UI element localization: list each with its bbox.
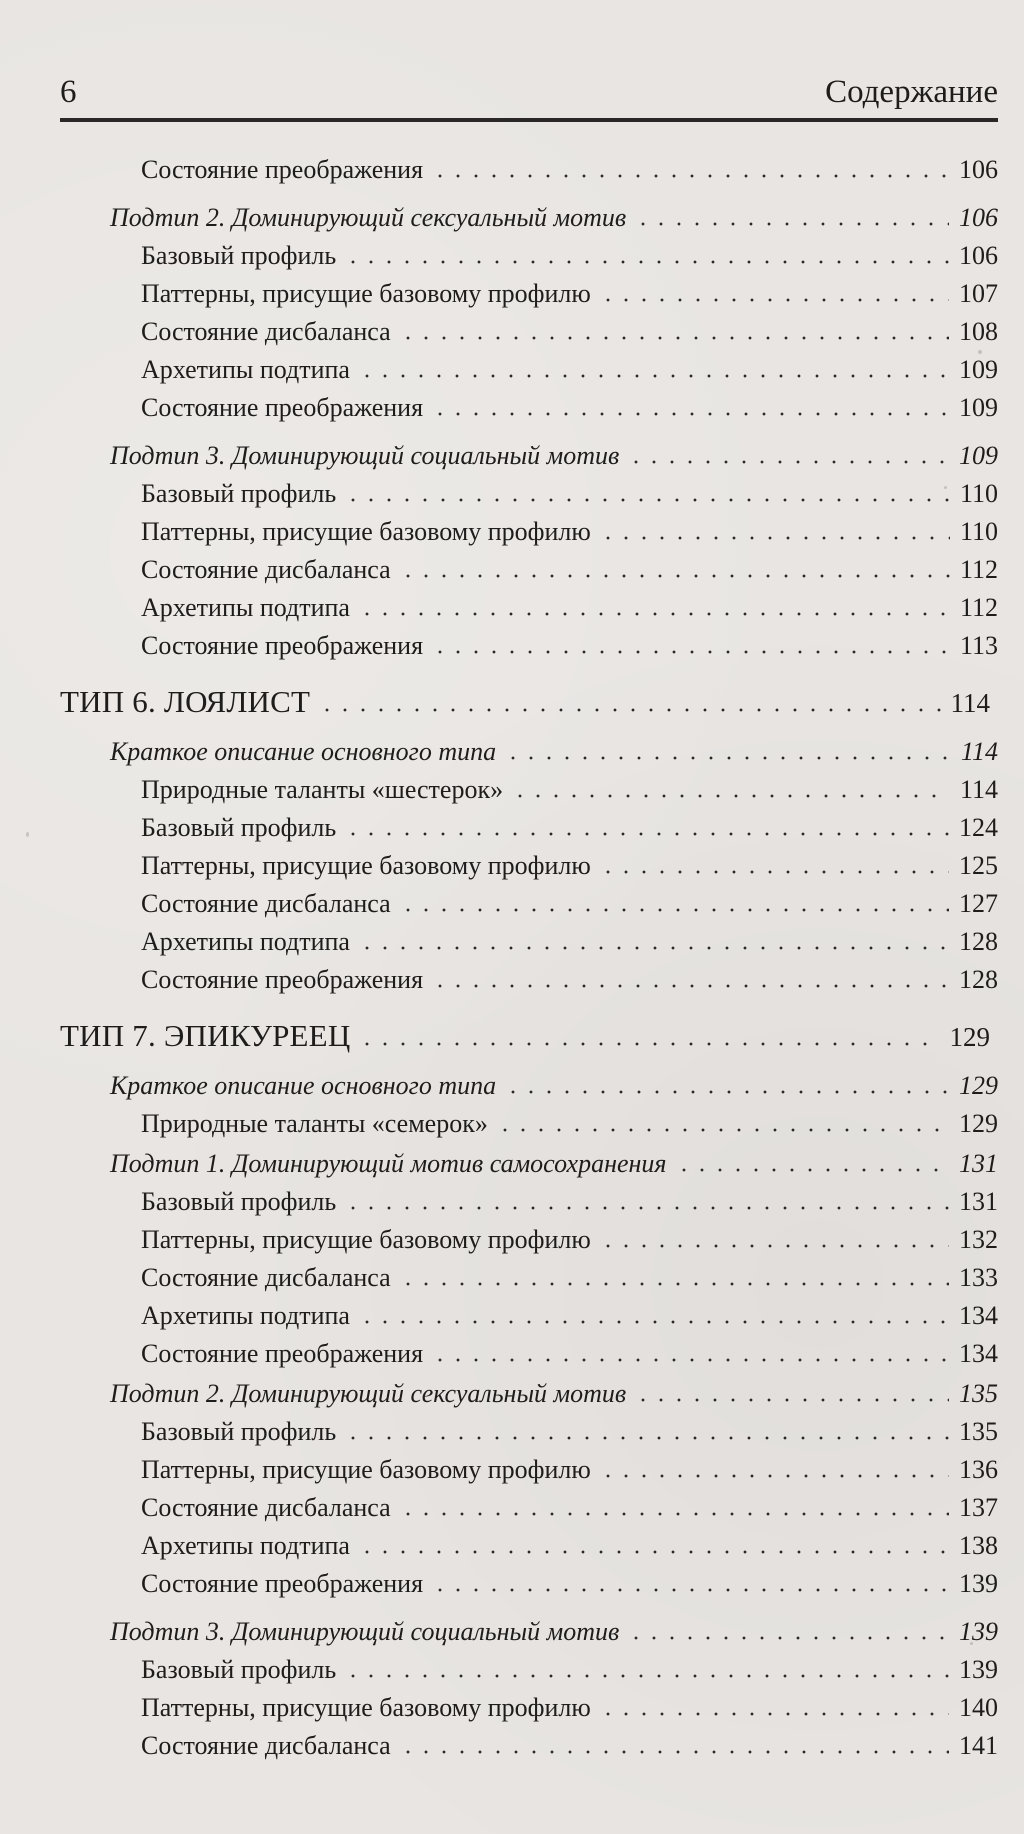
toc-entry — [0, 583, 1024, 621]
toc-entry — [0, 1215, 1024, 1253]
toc-chapter-title: ТИП 6. ЛОЯЛИСТ — [60, 684, 311, 719]
toc-entry-page: 131 — [959, 1187, 998, 1216]
dot-leader — [599, 534, 950, 542]
toc-entry-page: 139 — [959, 1655, 998, 1684]
dot-leader — [399, 334, 949, 342]
toc-entry-title: Состояние преображения — [141, 965, 424, 994]
dot-leader — [399, 1510, 949, 1518]
dot-leader — [344, 1672, 949, 1680]
toc-entry-page: 109 — [959, 393, 998, 422]
toc-entry-page: 132 — [959, 1225, 998, 1254]
dot-leader — [504, 754, 951, 762]
toc-entry-page: 109 — [959, 441, 998, 470]
toc-entry-title: Состояние дисбаланса — [141, 1263, 391, 1292]
toc-entry — [0, 621, 1024, 659]
toc-entry — [0, 955, 1024, 993]
toc-entry-title: Состояние дисбаланса — [141, 1731, 391, 1760]
dot-leader — [431, 982, 949, 990]
dot-leader — [431, 648, 950, 656]
toc-entry-title: Базовый профиль — [141, 813, 337, 842]
toc-entry-page: 114 — [959, 775, 998, 804]
toc-entry — [0, 765, 1024, 803]
toc-entry-title: Состояние дисбаланса — [141, 555, 391, 584]
toc-entry-page: 141 — [959, 1731, 998, 1760]
dot-leader — [496, 1126, 949, 1134]
toc-entry-title: Состояние дисбаланса — [141, 317, 391, 346]
toc-entry-page: 108 — [959, 317, 998, 346]
toc-entry-page: 114 — [960, 737, 998, 766]
toc-entry-title: Архетипы подтипа — [141, 1531, 350, 1560]
toc-entry — [0, 1559, 1024, 1597]
paper-speck — [944, 486, 947, 489]
toc-entry-page: 135 — [959, 1379, 998, 1408]
paper-speck — [26, 832, 29, 837]
toc-chapter-entry — [0, 665, 1024, 717]
toc-entry-title: Состояние дисбаланса — [141, 889, 391, 918]
dot-leader — [399, 1748, 949, 1756]
toc-entry — [0, 917, 1024, 955]
toc-entry — [0, 1177, 1024, 1215]
toc-entry — [0, 879, 1024, 917]
toc-entry-page: 106 — [959, 203, 998, 232]
toc-entry-page: 110 — [959, 479, 998, 508]
toc-entry-title: Паттерны, присущие базовому профилю — [141, 1455, 591, 1484]
dot-leader — [358, 372, 949, 380]
toc-entry — [0, 145, 1024, 183]
toc-entry-title: Подтип 3. Доминирующий социальный мотив — [110, 441, 620, 470]
dot-leader — [344, 830, 949, 838]
toc-entry-title: Состояние преображения — [141, 1569, 424, 1598]
toc-entry-page: 128 — [959, 927, 998, 956]
toc-entry — [0, 269, 1024, 307]
dot-leader — [634, 1396, 949, 1404]
dot-leader — [599, 296, 949, 304]
dot-leader — [431, 172, 949, 180]
toc-entry-title: Базовый профиль — [141, 1417, 337, 1446]
paper-speck — [978, 350, 982, 354]
toc-entry-page: 124 — [959, 813, 998, 842]
toc-entry-title: Базовый профиль — [141, 1655, 337, 1684]
header-rule — [60, 118, 998, 122]
toc-entry — [0, 1683, 1024, 1721]
dot-leader — [599, 868, 949, 876]
toc-entry — [0, 841, 1024, 879]
dot-leader — [358, 1548, 949, 1556]
toc-entry-page: 138 — [959, 1531, 998, 1560]
toc-entry — [0, 1445, 1024, 1483]
toc-entry-page: 140 — [959, 1693, 998, 1722]
toc-entry — [0, 307, 1024, 345]
toc-entry-page: 110 — [959, 517, 998, 546]
toc-entry-page: 136 — [959, 1455, 998, 1484]
toc-entry-title: Паттерны, присущие базовому профилю — [141, 279, 591, 308]
toc-entry-title: Краткое описание основного типа — [110, 737, 497, 766]
toc-entry-page: 106 — [959, 155, 998, 184]
dot-leader — [599, 1472, 949, 1480]
toc-entry — [0, 345, 1024, 383]
toc-entry-title: Состояние преображения — [141, 631, 424, 660]
toc-section-entry — [0, 1605, 1024, 1645]
toc-entry-title: Базовый профиль — [141, 1187, 337, 1216]
toc-entry-title: Паттерны, присущие базовому профилю — [141, 1225, 591, 1254]
toc-section-entry — [0, 725, 1024, 765]
toc-entry-page: 131 — [959, 1149, 998, 1178]
dot-leader — [627, 1634, 949, 1642]
toc-entry-page: 129 — [959, 1071, 998, 1100]
dot-leader — [431, 1586, 949, 1594]
toc-entry — [0, 1521, 1024, 1559]
toc-entry-title: Базовый профиль — [141, 479, 337, 508]
toc-entry-page: 114 — [950, 688, 990, 718]
toc-entry-title: Природные таланты «шестерок» — [141, 775, 504, 804]
dot-leader — [318, 706, 940, 714]
toc-entry-title: Паттерны, присущие базовому профилю — [141, 517, 591, 546]
toc-entry-page: 112 — [959, 555, 998, 584]
toc-entry-page: 107 — [959, 279, 998, 308]
toc-entry — [0, 1721, 1024, 1759]
toc-entry-title: Состояние преображения — [141, 1339, 424, 1368]
dot-leader — [399, 1280, 949, 1288]
toc-entry-title: Архетипы подтипа — [141, 593, 350, 622]
toc-entry-page: 127 — [959, 889, 998, 918]
dot-leader — [634, 220, 949, 228]
toc-entry-title: Архетипы подтипа — [141, 1301, 350, 1330]
toc-entry-title: Краткое описание основного типа — [110, 1071, 497, 1100]
toc-entry-page: 133 — [959, 1263, 998, 1292]
dot-leader — [358, 1318, 949, 1326]
toc-section-entry — [0, 1367, 1024, 1407]
dot-leader — [344, 258, 949, 266]
dot-leader — [344, 1204, 949, 1212]
toc-entry — [0, 545, 1024, 583]
toc-chapter-title: ТИП 7. ЭПИКУРЕЕЦ — [60, 1018, 351, 1053]
toc-entry-page: 135 — [959, 1417, 998, 1446]
toc-section-entry — [0, 1059, 1024, 1099]
dot-leader — [431, 1356, 949, 1364]
toc-entry — [0, 231, 1024, 269]
toc-entry-title: Подтип 3. Доминирующий социальный мотив — [110, 1617, 620, 1646]
toc-entry-title: Паттерны, присущие базовому профилю — [141, 851, 591, 880]
toc-entry-title: Паттерны, присущие базовому профилю — [141, 1693, 591, 1722]
page-header — [60, 72, 998, 122]
toc-entry-page: 112 — [959, 593, 998, 622]
toc-entry-page: 113 — [959, 631, 998, 660]
toc-section-entry — [0, 191, 1024, 231]
dot-leader — [675, 1166, 949, 1174]
toc-entry-title: Архетипы подтипа — [141, 355, 350, 384]
dot-leader — [358, 610, 950, 618]
toc-entry-page: 134 — [959, 1301, 998, 1330]
toc-entry-page: 139 — [959, 1617, 998, 1646]
toc-entry-page: 125 — [959, 851, 998, 880]
toc-entry — [0, 1329, 1024, 1367]
toc-entry-title: Подтип 2. Доминирующий сексуальный мотив — [110, 1379, 627, 1408]
toc-entry-title: Природные таланты «семерок» — [141, 1109, 488, 1138]
dot-leader — [358, 944, 949, 952]
toc-section-entry — [0, 429, 1024, 469]
dot-leader — [599, 1242, 949, 1250]
toc-entry — [0, 803, 1024, 841]
toc-entry-title: Состояние преображения — [141, 393, 424, 422]
toc-entry-title: Архетипы подтипа — [141, 927, 350, 956]
toc-entry — [0, 383, 1024, 421]
table-of-contents — [0, 145, 1024, 1759]
toc-entry-page: 134 — [959, 1339, 998, 1368]
toc-entry-page: 129 — [949, 1022, 990, 1052]
toc-entry-page: 109 — [959, 355, 998, 384]
page-number: 6 — [60, 74, 77, 110]
dot-leader — [358, 1040, 939, 1048]
toc-entry — [0, 469, 1024, 507]
toc-entry-title: Состояние преображения — [141, 155, 424, 184]
paper-speck — [970, 1642, 973, 1645]
toc-entry-title: Подтип 1. Доминирующий мотив самосохранения — [110, 1149, 667, 1178]
toc-entry — [0, 1407, 1024, 1445]
toc-chapter-entry — [0, 999, 1024, 1051]
toc-entry — [0, 1645, 1024, 1683]
dot-leader — [399, 906, 949, 914]
dot-leader — [344, 1434, 949, 1442]
toc-entry — [0, 1099, 1024, 1137]
running-title: Содержание — [825, 74, 998, 110]
toc-section-entry — [0, 1137, 1024, 1177]
toc-entry-title: Состояние дисбаланса — [141, 1493, 391, 1522]
toc-entry-page: 128 — [959, 965, 998, 994]
toc-entry — [0, 1253, 1024, 1291]
dot-leader — [627, 458, 949, 466]
dot-leader — [344, 496, 950, 504]
toc-entry — [0, 1291, 1024, 1329]
dot-leader — [431, 410, 949, 418]
dot-leader — [504, 1088, 949, 1096]
toc-entry-page: 139 — [959, 1569, 998, 1598]
toc-entry-title: Подтип 2. Доминирующий сексуальный мотив — [110, 203, 627, 232]
toc-entry-title: Базовый профиль — [141, 241, 337, 270]
dot-leader — [511, 792, 950, 800]
dot-leader — [599, 1710, 949, 1718]
toc-entry-page: 129 — [959, 1109, 998, 1138]
toc-entry-page: 106 — [959, 241, 998, 270]
toc-entry-page: 137 — [959, 1493, 998, 1522]
dot-leader — [399, 572, 950, 580]
toc-entry — [0, 507, 1024, 545]
toc-entry — [0, 1483, 1024, 1521]
